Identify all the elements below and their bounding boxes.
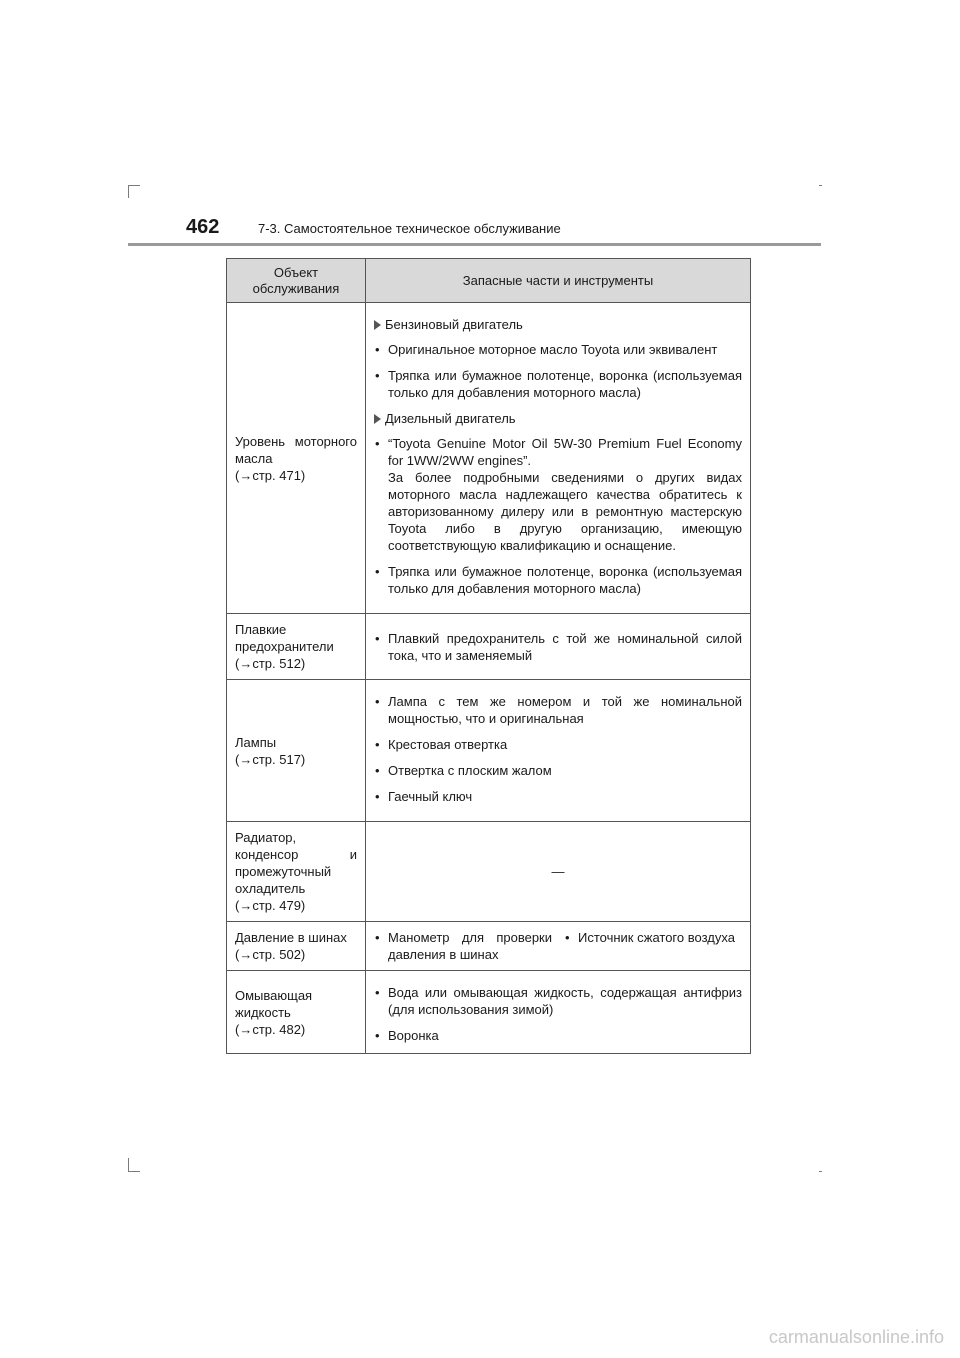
page-reference: (→стр. 482) [235,1021,306,1037]
page-number: 462 [186,216,220,238]
list-item: • Гаечный ключ [374,788,742,805]
page-reference: (→стр. 502) [235,947,306,962]
diesel-heading [374,410,742,427]
petrol-heading-label: Бензиновый двигатель [385,317,523,332]
item-name: Радиатор, конденсор и промежуточный охладитель [235,830,357,896]
item-cell [227,922,366,971]
list-item: • Крестовая отвертка [374,736,742,753]
section-title: 7-3. Самостоятельное техническое обслуживание [258,221,561,236]
list-item: • Воронка [374,1027,742,1044]
list-item: • Тряпка или бумажное полотенце, воронка (используемая только для добавления моторного масла) [374,367,742,401]
crop-mark-top-right [819,185,822,186]
table-row-washer [227,971,751,1054]
crop-mark-top-left-v [128,185,129,198]
table-row-lamps [227,680,751,822]
diesel-oil-note: За более подробными сведениями о других видах моторного масла надлежащего качества обратитесь к авторизованному дилеру или в ремонтную мастерскую Toyota либо в другую организацию, имеющую соответствующую квалификацию и оснащение. [388,470,742,553]
crop-mark-bottom-right [819,1171,822,1172]
item-cell [227,971,366,1054]
petrol-heading [374,316,742,333]
page-reference: (→стр. 512) [235,656,306,671]
item-name: Лампы [235,734,277,750]
list-item: • Лампа с тем же номером и той же номинальной мощностью, что и оригинальная [374,693,742,727]
item-name: Омывающая жидкость [235,987,313,1020]
item-cell [227,303,366,614]
list-item: • Тряпка или бумажное полотенце, воронка (используемая только для добавления моторного масла) [374,563,742,597]
parts-cell [366,303,751,614]
maintenance-parts-table [226,258,751,1054]
item-name: Плавкие предохранители [235,622,334,654]
two-column-list [374,929,742,963]
list-item: • Плавкий предохранитель с той же номинальной силой тока, что и заменяемый [374,630,742,664]
list-item: • Манометр для проверки давления в шинах [374,929,552,963]
item-cell [227,822,366,922]
page-reference: (→стр. 479) [235,898,306,913]
table-row-fuses [227,614,751,680]
parts-cell [366,614,751,680]
item-name: Давление в шинах [235,930,347,945]
watermark: carmanualsonline.info [768,1327,944,1347]
page-reference: (→стр. 471) [235,467,306,483]
item-cell [227,680,366,822]
triangle-marker-icon [374,414,381,424]
list-item: • Источник сжатого воздуха [564,929,742,963]
column-header-item: Объект обслуживания [227,259,366,303]
table-row-oil [227,303,751,614]
page-reference: (→стр. 517) [235,751,306,767]
diesel-oil-line: “Toyota Genuine Motor Oil 5W-30 Premium Fuel Economy for 1WW/2WW engines”. [388,436,742,468]
diesel-heading-label: Дизельный двигатель [385,411,516,426]
parts-cell [366,922,751,971]
parts-cell-empty: — [366,822,751,922]
crop-mark-top-left-h [128,185,140,186]
crop-mark-bottom-left-h [128,1171,140,1172]
list-item: • Вода или омывающая жидкость, содержащая антифриз (для использования зимой) [374,984,742,1018]
parts-cell [366,680,751,822]
item-name: Уровень моторного масла [235,433,357,466]
table-header-row [227,259,751,303]
table-row-tires [227,922,751,971]
column-header-parts: Запасные части и инструменты [366,259,751,303]
triangle-marker-icon [374,320,381,330]
item-cell [227,614,366,680]
parts-cell [366,971,751,1054]
list-item: • Отвертка с плоским жалом [374,762,742,779]
table-row-radiator [227,822,751,922]
list-item [374,435,742,554]
crop-mark-bottom-left-v [128,1158,129,1171]
list-item: • Оригинальное моторное масло Toyota или эквивалент [374,341,742,358]
header-rule [128,243,821,246]
